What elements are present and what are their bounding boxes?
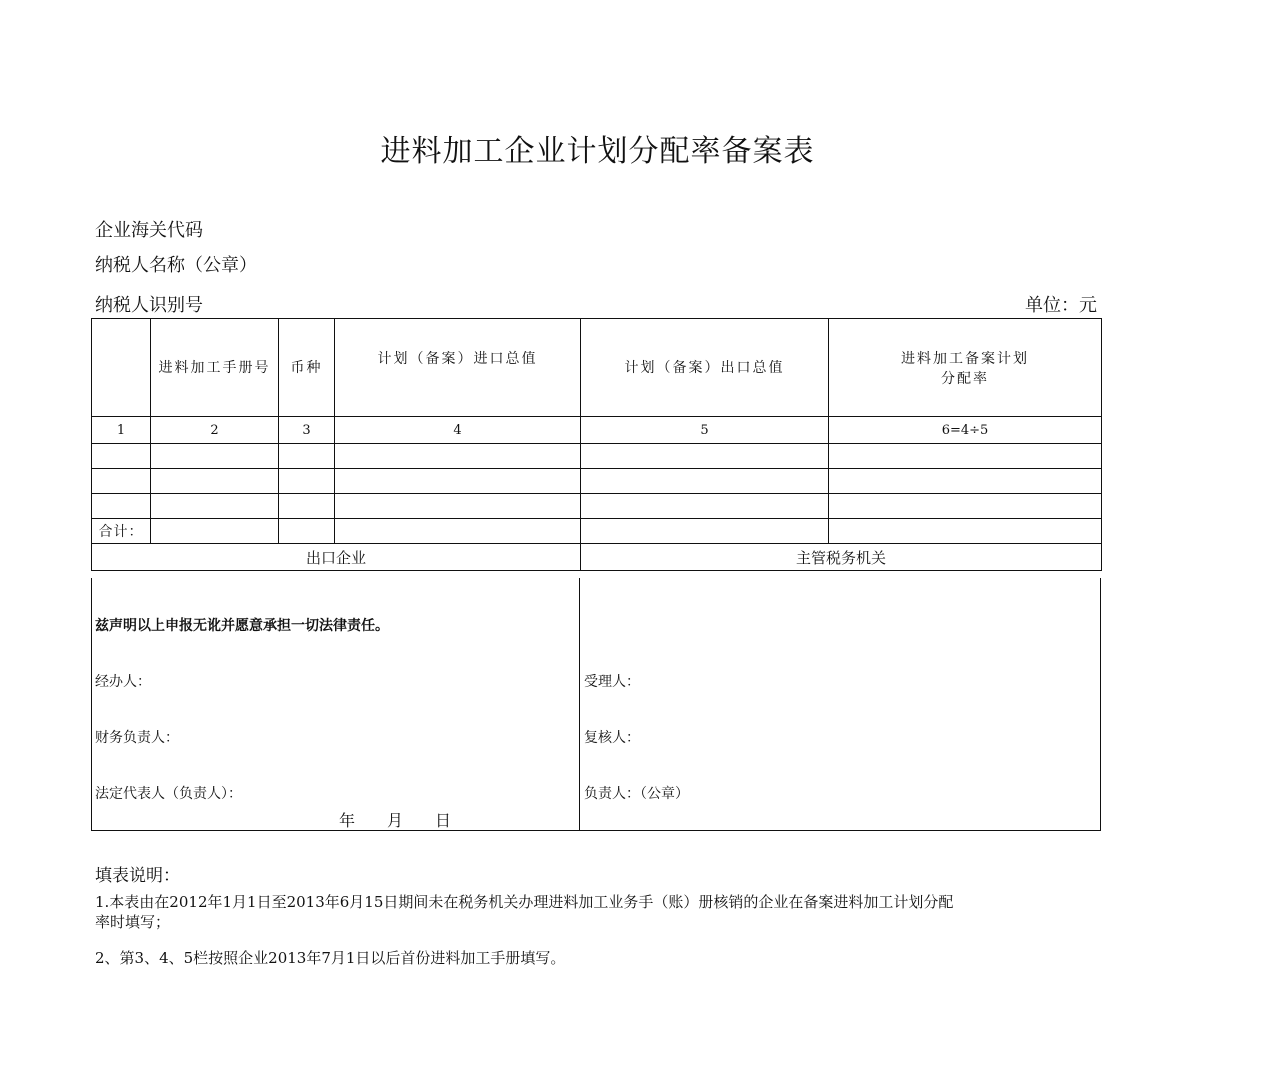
header-cell-import-total: 计划（备案）进口总值 (335, 319, 581, 417)
notes-title: 填表说明： (95, 866, 180, 886)
table-cell[interactable] (151, 519, 279, 544)
table-cell[interactable] (335, 494, 581, 519)
section-header-row (92, 544, 1102, 571)
header-cell-currency: 币种 (279, 319, 335, 417)
table-row (92, 494, 1102, 519)
header-cell-export-total: 计划（备案）出口总值 (581, 319, 829, 417)
allocation-rate-line2: 分配率 (941, 371, 989, 387)
table-cell[interactable] (829, 469, 1102, 494)
responsible-seal-label: 负责人：（公章） (584, 786, 689, 802)
table-cell[interactable] (335, 519, 581, 544)
table-cell[interactable] (92, 494, 151, 519)
column-number: 5 (581, 417, 829, 444)
export-enterprise-header: 出口企业 (92, 544, 581, 571)
customs-code-label: 企业海关代码 (95, 220, 203, 241)
table-cell[interactable] (279, 444, 335, 469)
table-row (92, 444, 1102, 469)
handler-label: 经办人： (95, 674, 151, 690)
declaration-statement: 兹声明以上申报无讹并愿意承担一切法律责任。 (95, 618, 389, 634)
total-row (92, 519, 1102, 544)
date-line: 年 月 日 (339, 811, 452, 830)
table-cell[interactable] (581, 444, 829, 469)
section-divider (579, 578, 580, 830)
table-cell[interactable] (92, 469, 151, 494)
table-cell[interactable] (581, 469, 829, 494)
total-label: 合计： (92, 519, 151, 544)
column-number: 4 (335, 417, 581, 444)
table-cell[interactable] (335, 444, 581, 469)
table-cell[interactable] (151, 469, 279, 494)
allocation-rate-line1: 进料加工备案计划 (901, 351, 1029, 367)
table-cell[interactable] (279, 519, 335, 544)
column-number: 1 (92, 417, 151, 444)
legal-rep-label: 法定代表人（负责人）： (95, 786, 242, 802)
tax-authority-header: 主管税务机关 (581, 544, 1102, 571)
reviewer-label: 复核人： (584, 730, 640, 746)
table-cell[interactable] (829, 444, 1102, 469)
table-row (92, 469, 1102, 494)
column-number-row (92, 417, 1102, 444)
column-number: 6=4÷5 (829, 417, 1102, 444)
taxpayer-id-label: 纳税人识别号 (95, 295, 203, 316)
unit-label: 单位：元 (1025, 295, 1097, 316)
note-item-1-line-2: 率时填写； (95, 913, 171, 931)
header-cell-manual-number: 进料加工手册号 (151, 319, 279, 417)
table-cell[interactable] (151, 494, 279, 519)
taxpayer-name-label: 纳税人名称（公章） (95, 255, 257, 276)
header-cell-index (92, 319, 151, 417)
receiver-label: 受理人： (584, 674, 640, 690)
note-item-1-line-1: 1.本表由在2012年1月1日至2013年6月15日期间未在税务机关办理进料加工业务手（账）册核销的企业在备案进料加工计划分配 (95, 893, 954, 911)
table-cell[interactable] (829, 494, 1102, 519)
finance-head-label: 财务负责人： (95, 730, 179, 746)
table-cell[interactable] (279, 469, 335, 494)
page-title: 进料加工企业计划分配率备案表 (380, 134, 815, 169)
table-cell[interactable] (151, 444, 279, 469)
table-cell[interactable] (92, 444, 151, 469)
allocation-rate-table (91, 318, 1102, 571)
table-cell[interactable] (829, 519, 1102, 544)
header-row (92, 319, 1102, 417)
header-cell-allocation-rate (829, 319, 1102, 417)
table-cell[interactable] (581, 494, 829, 519)
note-item-2: 2、第3、4、5栏按照企业2013年7月1日以后首份进料加工手册填写。 (95, 949, 566, 967)
table-cell[interactable] (335, 469, 581, 494)
column-number: 3 (279, 417, 335, 444)
column-number: 2 (151, 417, 279, 444)
table-cell[interactable] (279, 494, 335, 519)
table-cell[interactable] (581, 519, 829, 544)
